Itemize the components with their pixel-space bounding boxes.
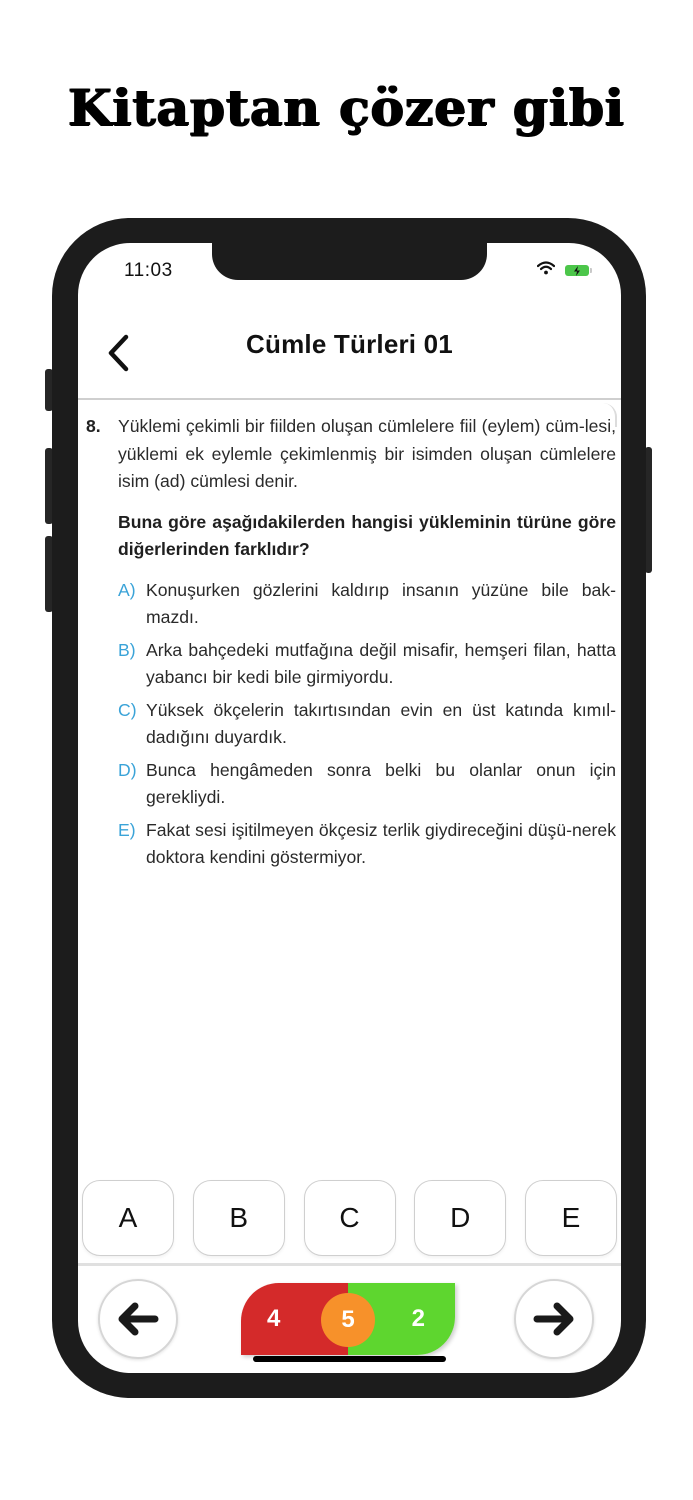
answer-button-e[interactable]: E	[525, 1180, 617, 1256]
option-e	[118, 817, 616, 872]
option-letter: C)	[118, 699, 137, 720]
option-text: Fakat sesi işitilmeyen ökçesiz terlik giydireceğini düşü-nerek doktora kendini göstermiyor.	[146, 819, 616, 867]
answer-button-c[interactable]: C	[304, 1180, 396, 1256]
previous-question-button[interactable]	[98, 1279, 178, 1359]
header-divider	[78, 398, 621, 400]
next-question-button[interactable]	[514, 1279, 594, 1359]
option-letter: A)	[118, 579, 136, 600]
bottom-divider	[78, 1263, 621, 1266]
answer-button-b[interactable]: B	[193, 1180, 285, 1256]
status-icons	[537, 261, 589, 280]
arrow-right-icon	[531, 1299, 577, 1339]
answer-button-d[interactable]: D	[414, 1180, 506, 1256]
option-text: Arka bahçedeki mutfağına değil misafir, hemşeri filan, hatta yabancı bir kedi bile girmiyordu.	[146, 639, 616, 687]
wrong-count: 4	[241, 1283, 348, 1355]
option-b	[118, 637, 616, 692]
question-number: 8.	[86, 416, 101, 436]
question-block	[86, 413, 616, 877]
status-time: 11:03	[124, 260, 173, 281]
options-list	[118, 577, 616, 872]
answer-button-a[interactable]: A	[82, 1180, 174, 1256]
question-stem: Yüklemi çekimli bir fiilden oluşan cümlelere fiil (eylem) cüm-lesi, yüklemi ek eylemle çekimlenmiş bir isimden oluşan cümlelere isim (ad) cümlesi denir.	[118, 416, 616, 491]
battery-charging-icon	[565, 265, 589, 276]
home-indicator	[253, 1356, 446, 1362]
score-summary	[241, 1283, 455, 1355]
question-prompt: Buna göre aşağıdakilerden hangisi yükleminin türüne göre diğerlerinden farklıdır?	[118, 511, 616, 559]
option-text: Konuşurken gözlerini kaldırıp insanın yüzüne bile bak-mazdı.	[146, 579, 616, 627]
option-d	[118, 757, 616, 812]
wifi-icon	[537, 261, 555, 280]
answer-buttons	[82, 1180, 617, 1256]
promo-title: Kitaptan çözer gibi	[68, 78, 625, 137]
empty-count: 5	[321, 1293, 375, 1347]
option-a	[118, 577, 616, 632]
correct-count: 2	[348, 1283, 455, 1355]
option-text: Yüksek ökçelerin takırtısından evin en üst katında kımıl-dadığını duyardık.	[146, 699, 616, 747]
option-letter: D)	[118, 759, 137, 780]
option-c	[118, 697, 616, 752]
power-button	[645, 447, 652, 573]
option-letter: E)	[118, 819, 136, 840]
arrow-left-icon	[115, 1299, 161, 1339]
option-text: Bunca hengâmeden sonra belki bu olanlar onun için gerekliydi.	[146, 759, 616, 807]
nav-header	[78, 303, 621, 399]
option-letter: B)	[118, 639, 136, 660]
notch	[212, 243, 487, 280]
page-title: Cümle Türleri 01	[246, 329, 453, 359]
phone-screen	[78, 243, 621, 1373]
